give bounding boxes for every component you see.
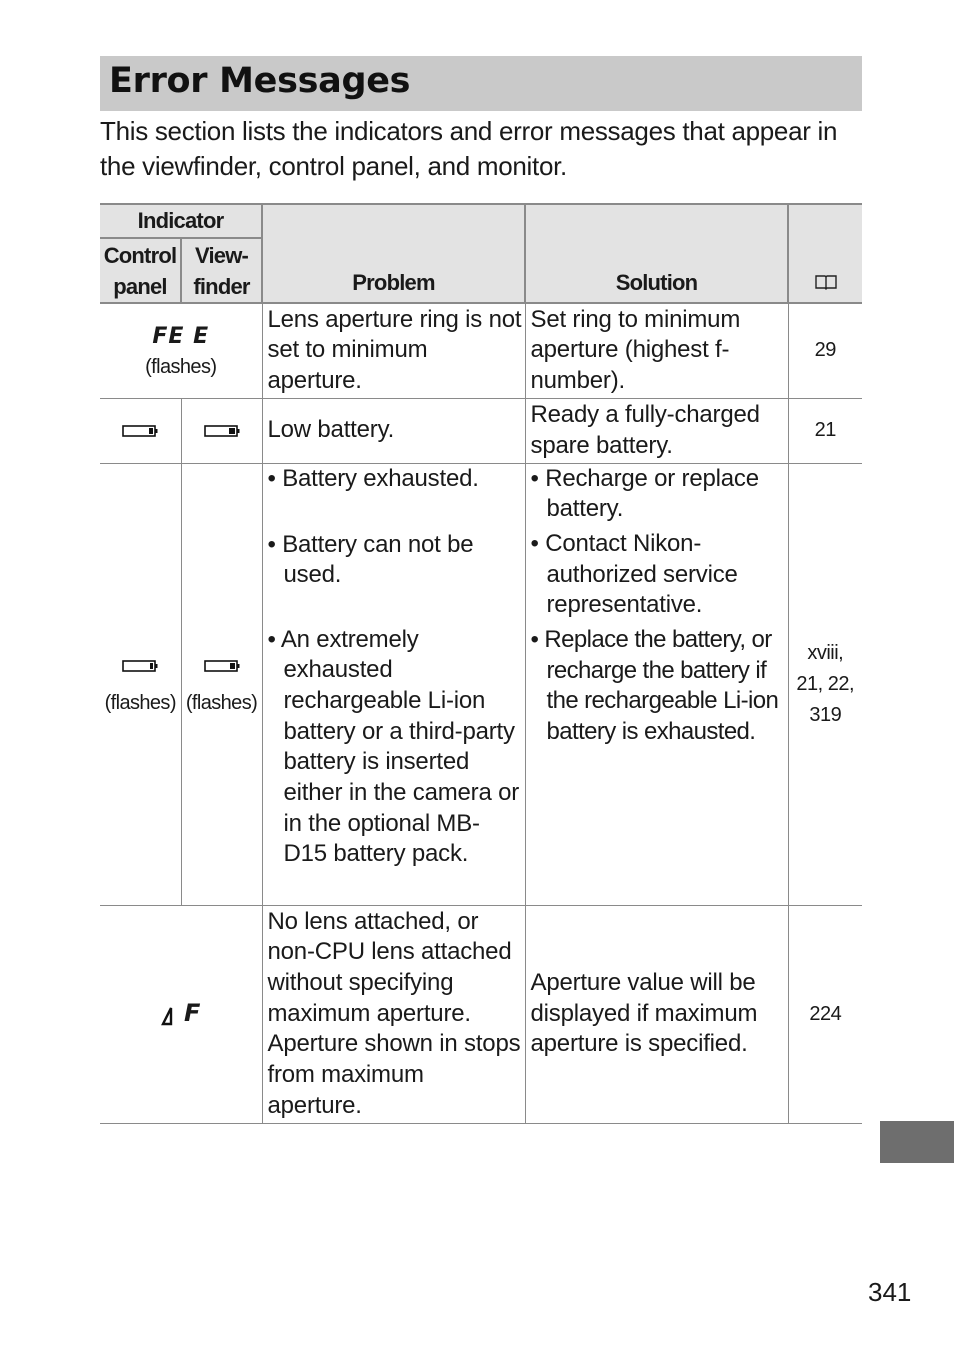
indicator-cell (100, 905, 262, 1123)
flashes-note: (flashes) (185, 692, 258, 715)
page-ref-header (788, 204, 862, 303)
intro-text: This section lists the indicators and error messages that appear in the viewfinder, control panel, and monitor. (100, 116, 838, 181)
problem-item: • Battery exhausted. (267, 464, 479, 492)
battery-empty-icon (122, 659, 158, 673)
battery-low-icon (122, 424, 158, 438)
control-panel-header-text: Control panel (103, 242, 177, 299)
problem-text: An extremely exhausted rechargeable Li-ion battery or a third-party battery is inserted either in the camera or in the optional MB-D15 battery pack. (280, 625, 520, 868)
page-ref-cell: 224 (788, 905, 862, 1123)
solution-cell: Ready a fully-charged spare battery. (525, 398, 788, 463)
indicator-header: Indicator (100, 204, 262, 238)
solution-item: • Recharge or replace battery. (530, 464, 759, 523)
table-row (100, 905, 862, 1123)
control-panel-cell (100, 463, 181, 905)
page-ref-cell: xviii, 21, 22, 319 (788, 463, 862, 905)
viewfinder-cell (181, 398, 262, 463)
problem-item: • An extremely exhausted rechargeable Li-ion battery or a third-party battery is inserted either in the camera or in the optional MB-D15 battery pack. (267, 625, 520, 868)
problem-item: • Battery can not be used. (267, 530, 474, 589)
problem-header: Problem (262, 204, 525, 303)
problem-cell: Low battery. (262, 398, 525, 463)
table-row (100, 303, 862, 398)
viewfinder-cell (181, 463, 262, 905)
book-icon (815, 274, 837, 290)
viewfinder-header (181, 238, 262, 303)
flashes-note: (flashes) (104, 692, 176, 715)
solution-text: Contact Nikon-authorized service representative. (545, 529, 738, 619)
table-header-row (100, 204, 862, 238)
table-row (100, 463, 862, 905)
page-ref-cell: 29 (788, 303, 862, 398)
indicator-cell (100, 303, 262, 398)
page-title: Error Messages (109, 61, 411, 101)
solution-header: Solution (525, 204, 788, 303)
indicator-note: (flashes) (145, 355, 217, 378)
problem-cell: Lens aperture ring is not set to minimum aperture. (262, 303, 525, 398)
page-number: 341 (868, 1277, 912, 1307)
indicator-f: F (184, 999, 202, 1028)
viewfinder-header-text: View-finder (193, 242, 250, 299)
section-tab-marker (880, 1121, 954, 1163)
control-panel-header (100, 238, 181, 303)
title-bar (100, 56, 862, 111)
solution-text: Recharge or replace battery. (545, 464, 759, 523)
solution-cell: Aperture value will be displayed if maximum aperture is specified. (525, 905, 788, 1123)
problem-cell (262, 463, 525, 905)
problem-cell: No lens attached, or non-CPU lens attached without specifying maximum aperture. Aperture shown in stops from maximum aperture. (262, 905, 525, 1123)
battery-low-icon (204, 424, 240, 438)
indicator-fe-e: FE E (152, 323, 210, 349)
problem-text: Battery can not be used. (282, 530, 474, 589)
solution-item: • Replace the battery, or recharge the battery if the rechargeable Li-ion battery is exhausted. (530, 626, 779, 746)
problem-text: Battery exhausted. (282, 464, 479, 492)
error-messages-table (100, 203, 862, 1124)
solution-cell (525, 463, 788, 905)
table-row (100, 398, 862, 463)
page-ref-cell: 21 (788, 398, 862, 463)
battery-empty-icon (204, 659, 240, 673)
solution-item: • Contact Nikon-authorized service representative. (530, 529, 738, 619)
solution-cell: Set ring to minimum aperture (highest f-number). (525, 303, 788, 398)
control-panel-cell (100, 398, 181, 463)
solution-text: Replace the battery, or recharge the battery if the rechargeable Li-ion battery is exhausted. (544, 626, 779, 746)
